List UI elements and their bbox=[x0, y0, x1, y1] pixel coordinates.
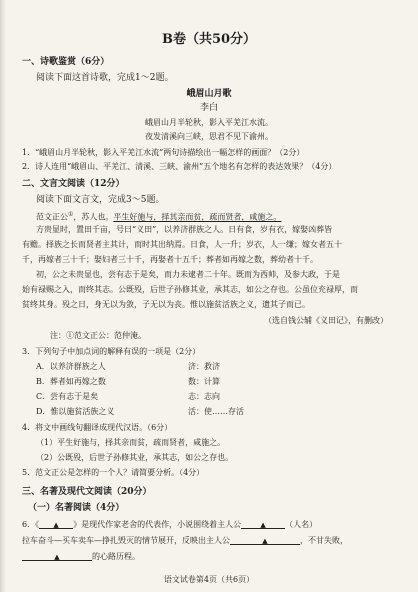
question-5: 5．范文正公是怎样的一个人？请简要分析。（4分） bbox=[22, 468, 205, 477]
option-b: B．葬者如再嫁之数 bbox=[36, 377, 106, 386]
underlined-sentence-1: 平生好施与，择其亲而贫，疏而贤者，咸施之。 bbox=[113, 212, 282, 222]
option-a-gloss: 济：救济 bbox=[188, 362, 220, 371]
question-4-part-1-num: （1） bbox=[36, 438, 58, 447]
passage-source: （选自钱公辅《义田记》，有删改） bbox=[264, 316, 388, 325]
poem-author: 李白 bbox=[199, 103, 218, 113]
question-6-text-2: （人名） bbox=[285, 520, 318, 529]
question-3: 3．下列句子中加点词的解释有误的一项是（2分） bbox=[22, 347, 201, 356]
page-title: B卷（共50分） bbox=[161, 32, 257, 47]
passage-p3-line-2-text: 始有禄赐之入，而终其志。公既殁，后世子孙修其业，承其志，如公之存也。公虽位充禄厚，而 bbox=[22, 285, 358, 294]
section3-subheading: （一）名著阅读（4分） bbox=[28, 503, 125, 513]
question-4-part-2-text: 公既殁，后世子孙修其业，承其志，如公之存也。 bbox=[57, 453, 234, 462]
option-d: D．惟以施贫活族之义 bbox=[36, 407, 115, 416]
question-4-part-2-num: （2） bbox=[36, 453, 58, 462]
answer-blank-book[interactable] bbox=[39, 519, 73, 529]
question-4-part-1-text: 平生好施与，择其亲而贫，疏而贤者，咸施之。 bbox=[57, 438, 226, 447]
passage-p3-line-1: 初，公之未贵显也，尝有志于是矣，而力未逮者二十年。既而为西帅，及参大政，于是 bbox=[36, 270, 340, 279]
poem-line-2: 夜发清溪向三峡，思君不见下渝州。 bbox=[145, 132, 273, 141]
poem-title: 峨眉山月歌 bbox=[186, 89, 232, 99]
question-6-text-1: 》是现代作家老舍的代表作，小说围绕着主人公 bbox=[73, 520, 242, 529]
blank-marker-icon: ▲ bbox=[53, 521, 59, 529]
question-1: 1．“峨眉山月半轮秋，影入平羌江水流”两句诗描绘出一幅怎样的画面？（2分） bbox=[22, 148, 305, 157]
answer-blank-trait[interactable] bbox=[230, 535, 300, 545]
blank-marker-icon: ▲ bbox=[260, 521, 266, 529]
passage-subject: 范文正公 bbox=[36, 212, 68, 222]
poem-line-1: 峨眉山月半轮秋，影入平羌江水流。 bbox=[145, 118, 273, 127]
passage-p3-line-3: 贫终其身。殁之日，身无以为敛，子无以为丧。惟以施贫活族之义，遗其子而已。 bbox=[22, 300, 310, 309]
question-6-text-4: ，不甘失败， bbox=[300, 536, 348, 545]
question-6-num: 6．《 bbox=[22, 520, 40, 529]
page-footer: 语文试卷第4页（共6页） bbox=[163, 575, 255, 584]
answer-blank-name[interactable] bbox=[241, 519, 285, 529]
question-2: 2．诗人连用“峨眉山、平羌江、清溪、三峡、渝州”五个地名有怎样的表达效果？（4分） bbox=[22, 162, 337, 171]
option-c: C．尝有志于是矣 bbox=[36, 392, 99, 401]
passage-paragraph-1 bbox=[36, 209, 281, 223]
section3-heading: 三、名著及现代文阅读（20分） bbox=[22, 487, 152, 497]
section2-intro: 阅读下面文言文，完成3～5题。 bbox=[36, 195, 165, 205]
blank-marker-icon: ▲ bbox=[262, 537, 268, 545]
option-a: A．以养济群族之人 bbox=[36, 362, 106, 371]
question-6-line-2 bbox=[22, 535, 348, 546]
passage-p2-line-1: 方贵显时，置田千亩，号曰“义田”，以养济群族之人。日有食，岁有衣，嫁娶凶葬皆 bbox=[36, 225, 333, 234]
option-c-gloss: 志：志向 bbox=[188, 392, 220, 401]
section1-intro: 阅读下面这首诗歌，完成1～2题。 bbox=[36, 73, 174, 83]
question-6-text-5: 的心路历程。 bbox=[92, 552, 140, 561]
question-6-line-3 bbox=[22, 551, 140, 562]
footnote-marker: ① bbox=[68, 211, 74, 218]
option-b-gloss: 数：计算 bbox=[188, 377, 220, 386]
passage-p2-line-3: 千，再嫁者三十千；娶妇者三十千，再娶者十五千；葬者如再嫁之数，葬幼者十千。 bbox=[22, 255, 318, 264]
passage-origin: ，苏人也。 bbox=[73, 212, 114, 222]
section2-heading: 二、文言文阅读（12分） bbox=[22, 179, 125, 189]
option-d-gloss: 活：使……存活 bbox=[188, 407, 244, 416]
passage-p3-line-2 bbox=[22, 284, 358, 295]
section1-heading: 一、诗歌鉴赏（6分） bbox=[22, 57, 110, 67]
passage-p2-line-2: 有赡。择族之长而贤者主其计，而时其出纳焉。日食，人一升；岁衣，人一缣；嫁女者五十 bbox=[22, 240, 342, 249]
question-4-part-1 bbox=[36, 437, 225, 448]
answer-blank-change[interactable] bbox=[22, 551, 92, 561]
question-4: 4．将文中画线句翻译成现代汉语。（6分） bbox=[22, 423, 173, 432]
question-4-part-2 bbox=[36, 452, 233, 463]
blank-marker-icon: ▲ bbox=[54, 553, 60, 561]
footnote: 注：①范文正公：范仲淹。 bbox=[50, 331, 146, 340]
question-6-line-1 bbox=[22, 519, 317, 530]
question-6-text-3: 拉车奋斗—买车卖车—挣扎毁灭的情节展开，反映出主人公 bbox=[22, 536, 230, 545]
